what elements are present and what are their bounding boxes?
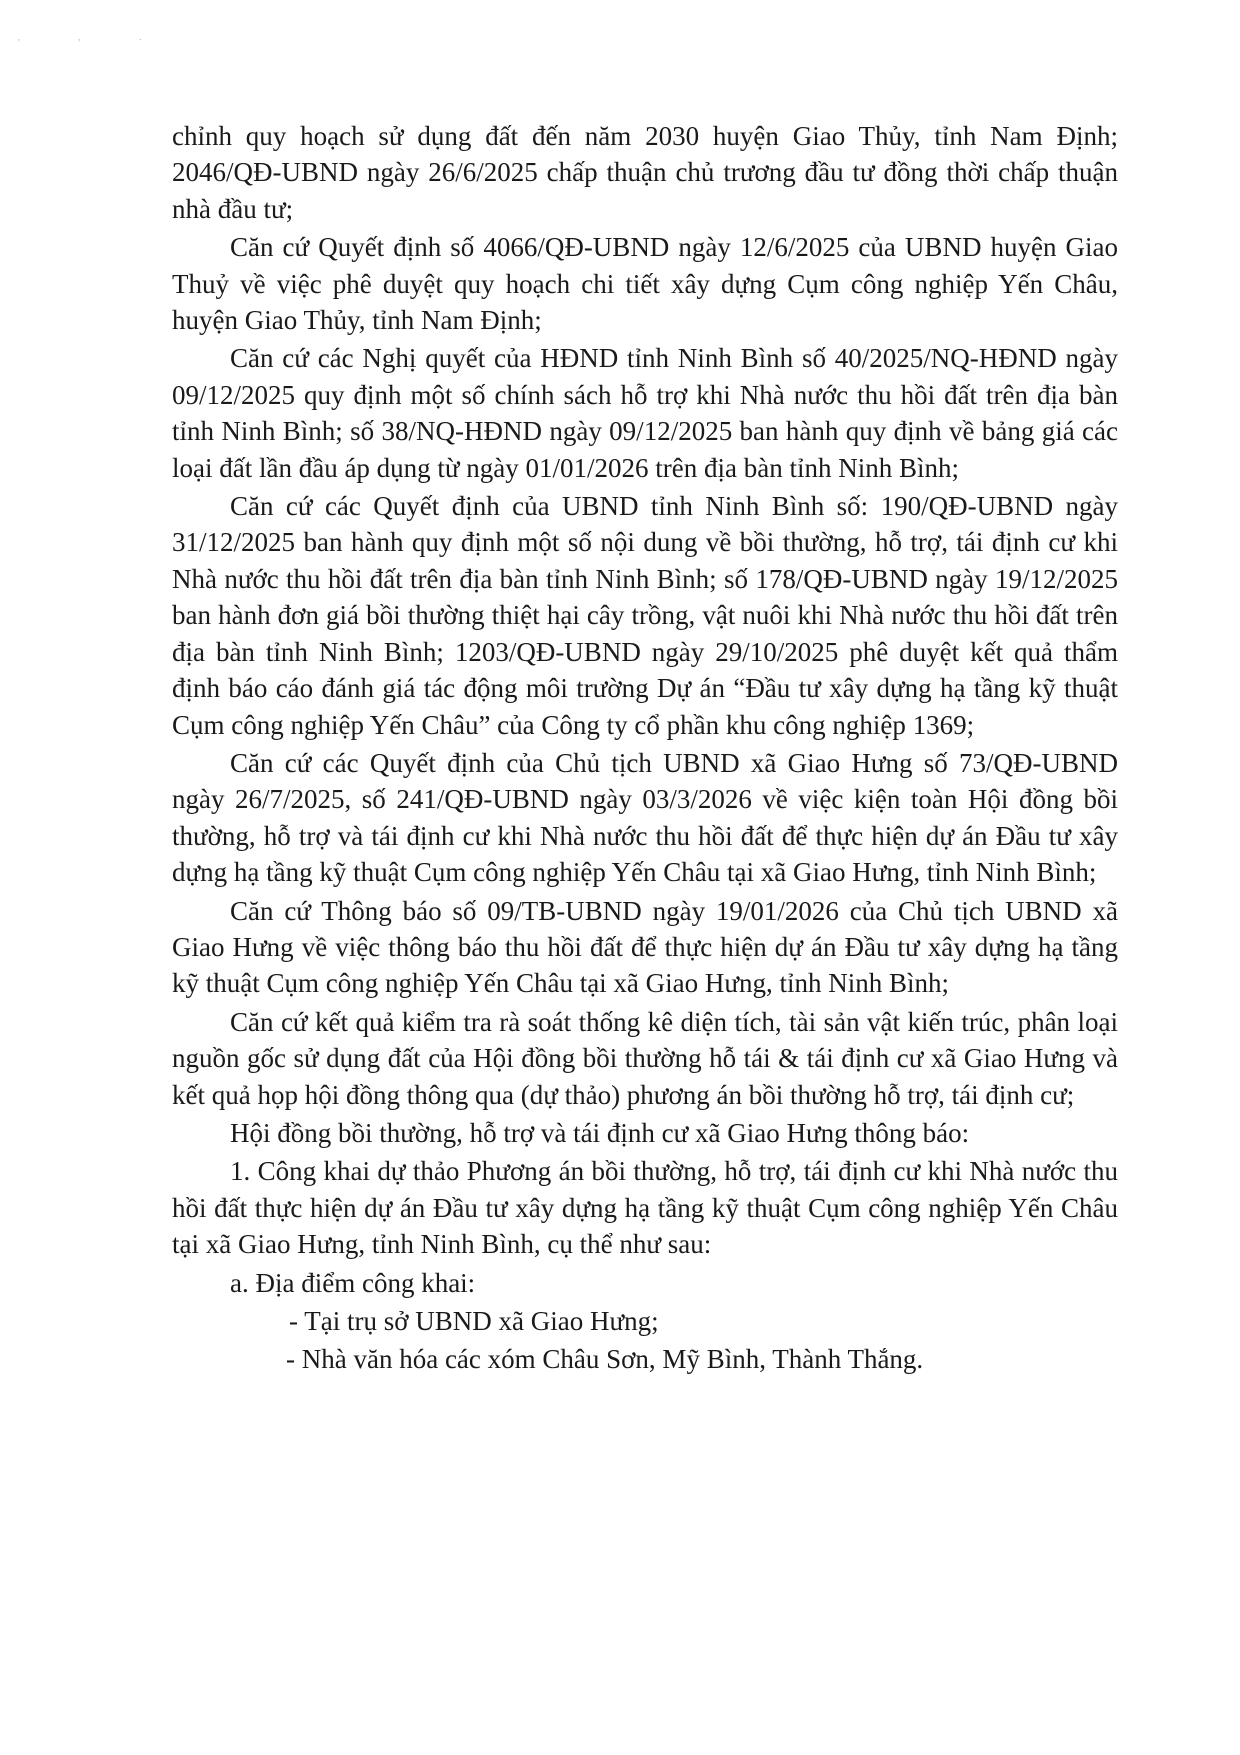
paragraph-legal-basis-1: Căn cứ Quyết định số 4066/QĐ-UBND ngày 12/6/2025 của UBND huyện Giao Thuỷ về việc phê duyệt quy hoạch chi tiết xây dựng Cụm công nghiệp Yến Châu, huyện Giao Thủy, tỉnh Nam Định; (172, 232, 1118, 336)
paragraph-legal-basis-2: Căn cứ các Nghị quyết của HĐND tỉnh Ninh Bình số 40/2025/NQ-HĐND ngày 09/12/2025 quy định một số chính sách hỗ trợ khi Nhà nước thu hồi đất trên địa bàn tỉnh Ninh Bình; số 38/NQ-HĐND ngày 09/12/2025 ban hành quy định về bảng giá các loại đất lần đầu áp dụng từ ngày 01/01/2026 trên địa bàn tỉnh Ninh Bình; (172, 343, 1118, 483)
scan-specks: ' ' ˙ (18, 38, 170, 49)
paragraph-legal-basis-5: Căn cứ Thông báo số 09/TB-UBND ngày 19/01/2026 của Chủ tịch UBND xã Giao Hưng về việc thông báo thu hồi đất để thực hiện dự án Đầu tư xây dựng hạ tầng kỹ thuật Cụm công nghiệp Yến Châu tại xã Giao Hưng, tỉnh Ninh Bình; (172, 895, 1118, 999)
paragraph-continuation: chỉnh quy hoạch sử dụng đất đến năm 2030 huyện Giao Thủy, tỉnh Nam Định; 2046/QĐ-UBND ngày 26/6/2025 chấp thuận chủ trương đầu tư đồng thời chấp thuận nhà đầu tư; (172, 121, 1118, 224)
list-item-location-2: - Nhà văn hóa các xóm Châu Sơn, Mỹ Bình, Thành Thắng. (286, 1344, 924, 1375)
document-body (172, 118, 1118, 1380)
paragraph-legal-basis-4: Căn cứ các Quyết định của Chủ tịch UBND xã Giao Hưng số 73/QĐ-UBND ngày 26/7/2025, số 241/QĐ-UBND ngày 03/3/2026 về việc kiện toàn Hội đồng bồi thường, hỗ trợ và tái định cư khi Nhà nước thu hồi đất để thực hiện dự án Đầu tư xây dựng hạ tầng kỹ thuật Cụm công nghiệp Yến Châu tại xã Giao Hưng, tỉnh Ninh Bình; (172, 747, 1118, 888)
paragraph-legal-basis-3: Căn cứ các Quyết định của UBND tỉnh Ninh Bình số: 190/QĐ-UBND ngày 31/12/2025 ban hành quy định một số nội dung về bồi thường, hỗ trợ, tái định cư khi Nhà nước thu hồi đất trên địa bàn tỉnh Ninh Bình; số 178/QĐ-UBND ngày 19/12/2025 ban hành đơn giá bồi thường thiệt hại cây trồng, vật nuôi khi Nhà nước thu hồi đất trên địa bàn tỉnh Ninh Bình; 1203/QĐ-UBND ngày 29/10/2025 phê duyệt kết quả thẩm định báo cáo đánh giá tác động môi trường Dự án “Đầu tư xây dựng hạ tầng kỹ thuật Cụm công nghiệp Yến Châu” của Công ty cổ phần khu công nghiệp 1369; (172, 491, 1118, 740)
paragraph-legal-basis-6: Căn cứ kết quả kiểm tra rà soát thống kê diện tích, tài sản vật kiến trúc, phân loại nguồn gốc sử dụng đất của Hội đồng bồi thường hỗ tái & tái định cư xã Giao Hưng và kết quả họp hội đồng thông qua (dự thảo) phương án bồi thường hỗ trợ, tái định cư; (172, 1006, 1118, 1110)
paragraph-announcement: Hội đồng bồi thường, hỗ trợ và tái định cư xã Giao Hưng thông báo: (230, 1117, 970, 1148)
paragraph-item-1a: a. Địa điểm công khai: (230, 1267, 476, 1298)
paragraph-item-1: 1. Công khai dự thảo Phương án bồi thường, hỗ trợ, tái định cư khi Nhà nước thu hồi đất thực hiện dự án Đầu tư xây dựng hạ tầng kỹ thuật Cụm công nghiệp Yến Châu tại xã Giao Hưng, tỉnh Ninh Bình, cụ thể như sau: (172, 1156, 1118, 1260)
list-item-location-1: - Tại trụ sở UBND xã Giao Hưng; (289, 1306, 659, 1336)
